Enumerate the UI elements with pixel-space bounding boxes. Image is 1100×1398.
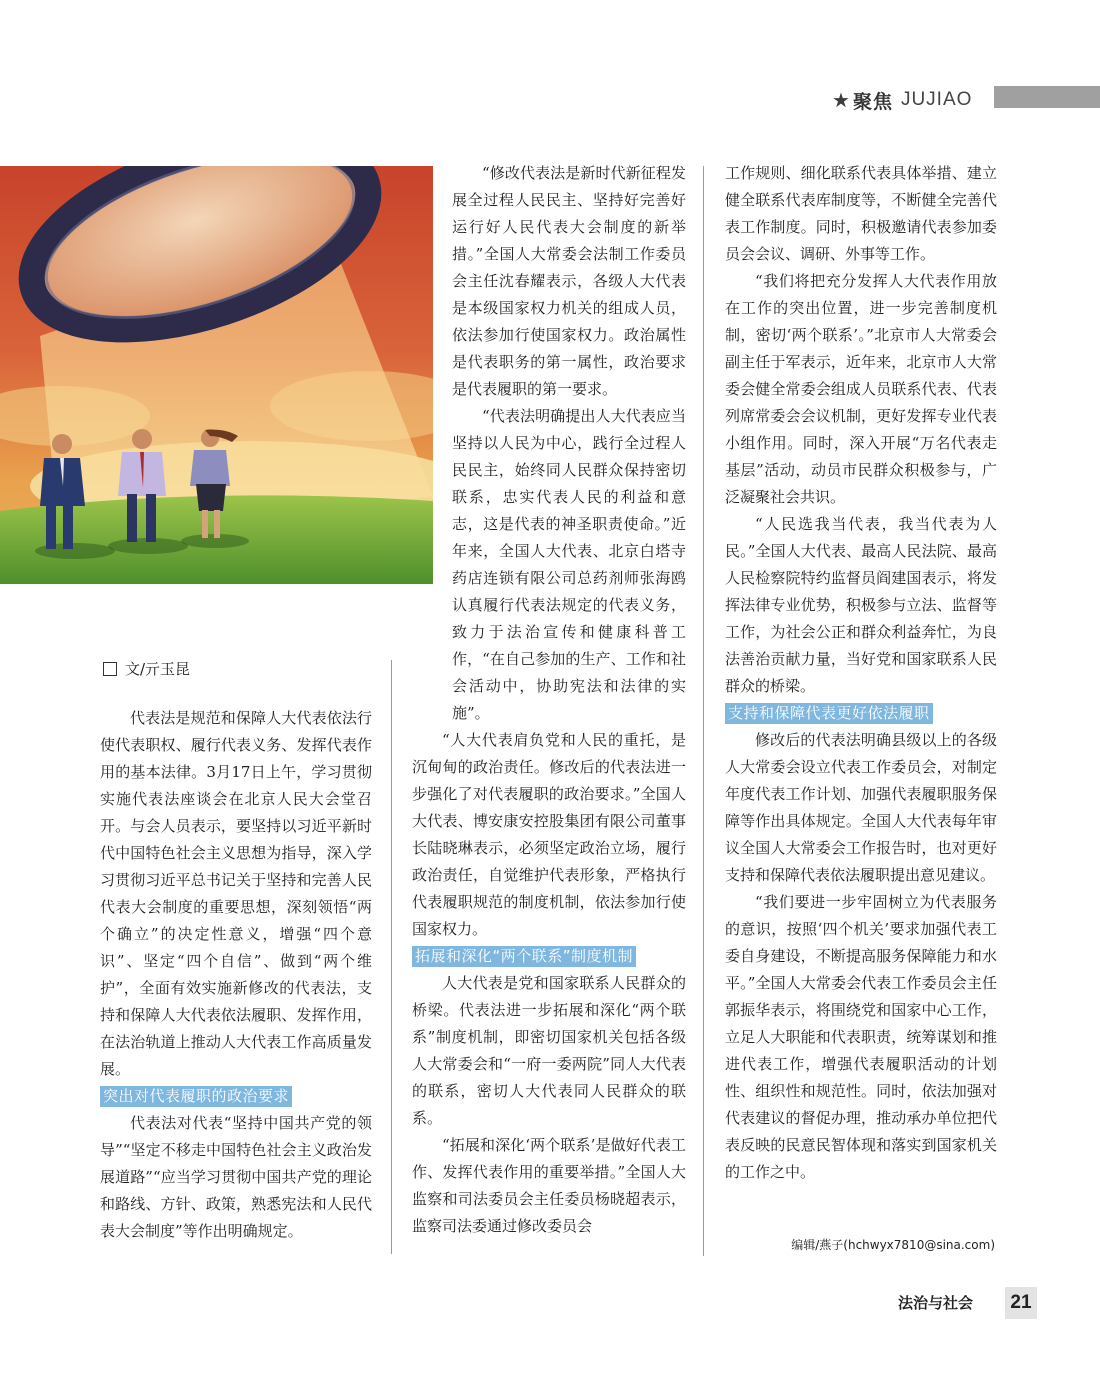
section-header xyxy=(832,86,972,114)
paragraph: “代表法明确提出人大代表应当坚持以人民为中心，践行全过程人民民主，始终同人民群众保持密切联系，忠实代表人民的利益和意志，这是代表的神圣职责使命。”近年来，全国人大代表、北京白塔寺药店连锁有限公司总药剂师张海鸥认真履行代表法规定的代表义务，致力于法治宣传和健康科普工作，“在自己参加的生产、工作和社会活动中，协助宪法和法律的实施”。 xyxy=(452,407,686,722)
header-bar xyxy=(994,86,1100,108)
paragraph: “人民选我当代表，我当代表为人民。”全国人大代表、最高人民法院、最高人民检察院特约监督员阎建国表示，将发挥法律专业优势，积极参与立法、监督等工作，为社会公正和群众利益奔忙，为良法善治贡献力量，当好党和国家联系人民群众的桥梁。 xyxy=(725,515,997,695)
paragraph: 人大代表是党和国家联系人民群众的桥梁。代表法进一步拓展和深化“两个联系”制度机制，即密切国家机关包括各级人大常委会和“一府一委两院”同人大代表的联系，密切人大代表同人民群众的联系。 xyxy=(412,974,686,1127)
page-number-box xyxy=(1005,1287,1037,1319)
paragraph: 代表法是规范和保障人大代表依法行使代表职权、履行代表义务、发挥代表作用的基本法律。3月17日上午，学习贯彻实施代表法座谈会在北京人民大会堂召开。与会人员表示，要坚持以习近平新时代中国特色社会主义思想为指导，深入学习贯彻习近平总书记关于坚持和完善人民代表大会制度的重要思想，深刻领悟“两个确立”的决定性意义，增强“四个意识”、坚定“四个自信”、做到“两个维护”，全面有效实施新修改的代表法，支持和保障人大代表依法履职、发挥作用，在法治轨道上推动人大代表工作高质量发展。 xyxy=(100,709,372,1078)
column-divider xyxy=(703,166,704,1256)
subheading: 拓展和深化“两个联系”制度机制 xyxy=(412,946,636,967)
paragraph: “我们将把充分发挥人大代表作用放在工作的突出位置，进一步完善制度机制，密切‘两个联系’。”北京市人大常委会副主任于军表示，近年来，北京市人大常委会健全常委会组成人员联系代表、代表列席常委会会议机制，更好发挥专业代表小组作用。同时，深入开展“万名代表走基层”活动，动员市民群众积极参与，广泛凝聚社会共识。 xyxy=(725,272,997,506)
byline xyxy=(103,658,190,679)
page-number: 21 xyxy=(1010,1292,1032,1313)
magazine-title: 法治与社会 xyxy=(898,1294,974,1312)
author: 文/亓玉昆 xyxy=(125,660,191,678)
paragraph: 工作规则、细化联系代表具体举措、建立健全联系代表库制度等，不断健全完善代表工作制度。同时，积极邀请代表参加委员会会议、调研、外事等工作。 xyxy=(725,164,997,263)
subheading: 突出对代表履职的政治要求 xyxy=(100,1086,292,1107)
article-illustration xyxy=(0,166,433,584)
paragraph: “我们要进一步牢固树立为代表服务的意识，按照‘四个机关’要求加强代表工委自身建设，不断提高服务保障能力和水平。”全国人大常委会代表工作委员会主任郭振华表示，将围绕党和国家中心工作，立足人大职能和代表职责，统筹谋划和推进代表工作，增强代表履职活动的计划性、组织性和规范性。同时，依法加强对代表建议的督促办理，推动承办单位把代表反映的民意民智体现和落实到国家机关的工作之中。 xyxy=(725,893,997,1181)
star-icon: ★ xyxy=(832,88,850,112)
paragraph: “人大代表肩负党和人民的重托，是沉甸甸的政治责任。修改后的代表法进一步强化了对代表履职的政治要求。”全国人大代表、博安康安控股集团有限公司董事长陆晓琳表示，必须坚定政治立场，履行政治责任，自觉维护代表形象，严格执行代表履职规范的制度机制，依法参加行使国家权力。 xyxy=(412,731,686,938)
column-2 xyxy=(412,160,686,1240)
paragraph: 代表法对代表“坚持中国共产党的领导”“坚定不移走中国特色社会主义政治发展道路”“应当学习贯彻中国共产党的理论和路线、方针、政策，熟悉宪法和人民代表大会制度”等作出明确规定。 xyxy=(100,1114,372,1240)
editor-credit: 编辑/燕子(hchwyx7810@sina.com) xyxy=(791,1238,995,1252)
magnifier-people-illustration xyxy=(0,166,433,584)
subheading: 支持和保障代表更好依法履职 xyxy=(725,703,933,724)
square-icon xyxy=(103,662,117,676)
paragraph: “拓展和深化‘两个联系’是做好代表工作、发挥代表作用的重要举措。”全国人大监察和司法委员会主任委员杨晓超表示，监察司法委通过修改委员会 xyxy=(412,1136,686,1235)
section-title-pinyin: JUJIAO xyxy=(900,89,973,110)
paragraph: 修改后的代表法明确县级以上的各级人大常委会设立代表工作委员会，对制定年度代表工作计划、加强代表履职服务保障等作出具体规定。全国人大代表每年审议全国人大常委会工作报告时，也对更好支持和保障代表依法履职提出意见建议。 xyxy=(725,731,997,884)
column-3 xyxy=(725,160,997,1186)
column-1 xyxy=(100,705,372,1245)
paragraph: “修改代表法是新时代新征程发展全过程人民民主、坚持好完善好运行好人民代表大会制度的新举措。”全国人大常委会法制工作委员会主任沈春耀表示，各级人大代表是本级国家权力机关的组成人员，依法参加行使国家权力。政治属性是代表职务的第一属性，政治要求是代表履职的第一要求。 xyxy=(452,164,686,398)
column-divider xyxy=(391,660,392,1254)
section-title: 聚焦 xyxy=(852,90,893,113)
